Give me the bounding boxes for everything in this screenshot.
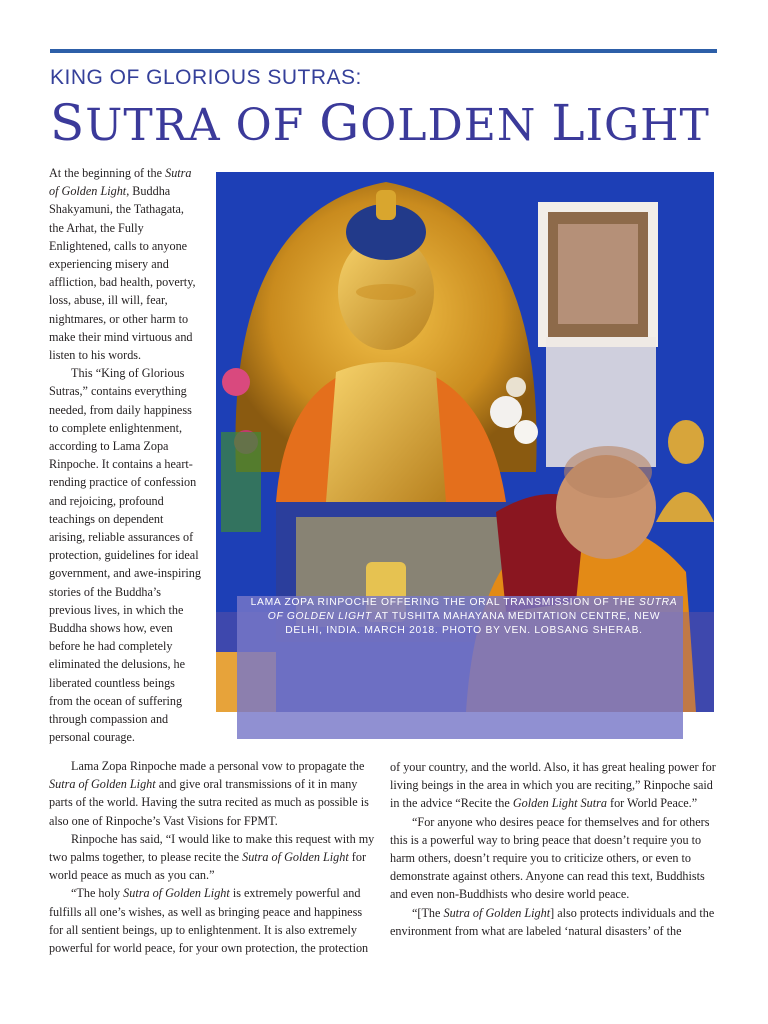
- text-run: ] also protects individuals and the environment from what are labeled ‘natural disasters’ of the: [390, 905, 715, 938]
- italic-title: Sutra of Golden Light: [443, 905, 551, 920]
- article-column-left: [49, 757, 379, 957]
- article-kicker: KING OF GLORIOUS SUTRAS:: [50, 66, 362, 89]
- paragraph-8: [390, 904, 720, 940]
- photo-caption: [248, 596, 680, 638]
- paragraph-1: [49, 164, 201, 364]
- text-run: “The holy: [71, 886, 124, 901]
- text-run: and give oral transmissions of it in many parts of the world. Having the sutra recited as much as possible is also one of Rinpoche’s Vast Visions for FPMT.: [49, 777, 369, 828]
- text-run: Rinpoche has said, “I would like to make this request with my two palms together, to please recite the: [49, 831, 375, 865]
- text-run: is extremely powerful and fulfills all one’s wishes, as well as bringing peace and happiness for all sentient beings, up to enlightenment. It is also extremely powerful for world peace, for your own protection, the protection: [49, 886, 369, 956]
- top-rule: [50, 49, 717, 53]
- article-title: [50, 94, 710, 152]
- text-run: , Buddha Shakyamuni, the Tathagata, the Arhat, the Fully Enlightened, calls to anyone experiencing misery and affliction, bad health, poverty, loss, abuse, ill will, fear, nightmares, or other harm to make their mind virtuous and listen to his words.: [49, 184, 196, 363]
- italic-title: Sutra of Golden Light: [49, 777, 156, 792]
- italic-title: Golden Light Sutra: [512, 796, 607, 811]
- paragraph-2: This “King of Glorious Sutras,” contains everything needed, from daily happiness to complete enlightenment, according to Lama Zopa Rinpoche. It contains a heart- rending practice of confession and rejoicing, profound teachings on dependent arising, reliable assurances of protection, guidelines for ideal government, and awe-inspiring stories of the Buddha’s previous lives, in which the Buddha shows how, even before he had completely eliminated the delusions, he liberated countless beings from the ocean of suffering through compassion and personal courage.: [49, 366, 201, 745]
- text-run: At the beginning of the: [49, 166, 166, 180]
- caption-italic-title: SUTRA OF GOLDEN LIGHT: [267, 597, 678, 622]
- italic-title: Sutra of Golden Light: [49, 166, 192, 199]
- text-run: for World Peace.”: [606, 796, 698, 811]
- paragraph-6: [390, 758, 720, 813]
- article-title-text: SUTRA OF GOLDEN LIGHT: [50, 94, 710, 152]
- text-run: “[The: [412, 905, 444, 920]
- text-run: of your country, and the world. Also, it has great healing power for living beings in the area in which you are reciting,” Rinpoche said in the advice “Recite the: [390, 760, 716, 811]
- paragraph-4: [49, 830, 379, 885]
- paragraph-3: [49, 757, 379, 830]
- text-run: Lama Zopa Rinpoche made a personal vow to propagate the: [71, 759, 365, 773]
- article-column-narrow: [49, 164, 201, 747]
- caption-credit: AT TUSHITA MAHAYANA MEDITATION CENTRE, NEW DELHI, INDIA. MARCH 2018. PHOTO BY VEN. LOBSANG SHERAB.: [285, 611, 661, 636]
- text-run: for world peace as much as you can.”: [49, 850, 367, 883]
- italic-title: Sutra of Golden Light: [123, 886, 230, 901]
- italic-title: Sutra of Golden Light: [242, 850, 349, 865]
- paragraph-7: “For anyone who desires peace for themselves and for others this is a powerful way to bring peace that doesn’t require you to harm others, doesn’t require you to criticize others, or even to demonstrate against others. Anyone can read this text, Buddhists and even non-Buddhists who desire world peace.: [390, 814, 710, 902]
- caption-text: LAMA ZOPA RINPOCHE OFFERING THE ORAL TRANSMISSION OF THE: [250, 597, 639, 608]
- paragraph-5: [49, 884, 379, 957]
- article-column-right: [390, 758, 720, 940]
